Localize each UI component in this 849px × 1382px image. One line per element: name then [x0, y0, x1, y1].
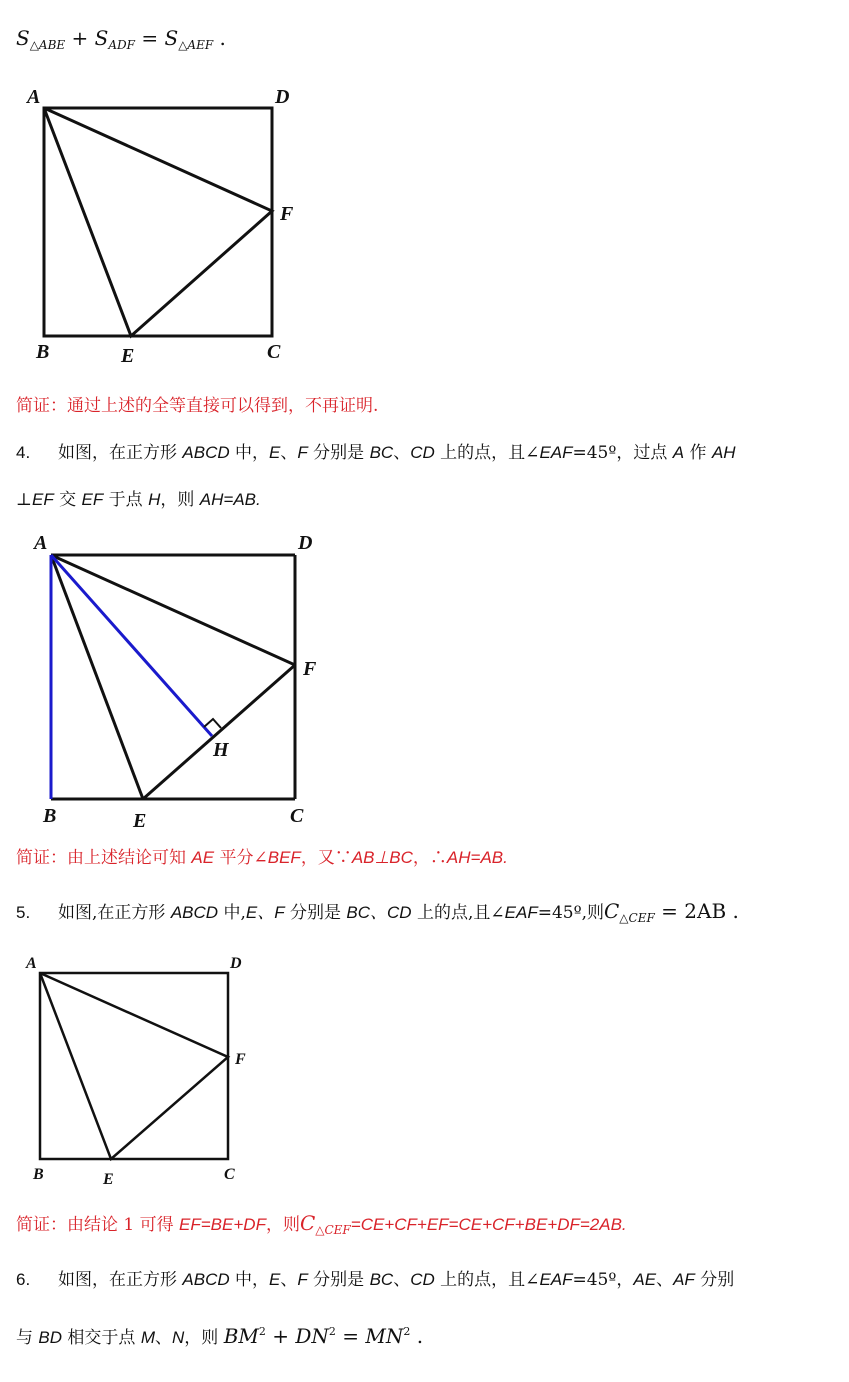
- label-E: E: [121, 345, 135, 367]
- text: .: [410, 1324, 424, 1348]
- text: BD: [38, 1328, 63, 1347]
- perimeter-formula: [604, 899, 739, 923]
- text: 上的点，且∠: [434, 443, 540, 463]
- formula-part: =: [135, 26, 165, 50]
- text: 、: [656, 1270, 674, 1290]
- formula-part: S: [94, 26, 109, 50]
- proof-5: [16, 1211, 627, 1242]
- text: △CEF: [315, 1223, 351, 1237]
- formula-sub: △AEF: [178, 38, 214, 52]
- text: 、: [280, 1270, 298, 1290]
- text: ，则: [160, 490, 200, 510]
- label-D: D: [298, 532, 313, 554]
- text: = 2AB .: [654, 899, 739, 923]
- text: 分别是: [284, 903, 347, 923]
- label-B: B: [33, 1166, 44, 1183]
- item-4-line-2: [16, 488, 261, 512]
- figure-3: [40, 973, 228, 1159]
- label-A: A: [27, 86, 41, 108]
- text: 于点: [103, 490, 149, 510]
- text: ，则: [184, 1328, 224, 1348]
- figure-2: [51, 555, 295, 799]
- text: EF: [81, 490, 104, 509]
- label-F: F: [303, 658, 317, 680]
- label-E: E: [103, 1171, 114, 1188]
- formula-part: S: [164, 26, 179, 50]
- text: ⊥: [16, 490, 32, 510]
- text: 作: [684, 443, 712, 463]
- proof-label: 简证：: [16, 1215, 67, 1235]
- perimeter-formula: [300, 1211, 351, 1235]
- squares-formula: [224, 1324, 423, 1348]
- text: 由结论 1 可得: [67, 1215, 180, 1235]
- text: EF: [32, 490, 54, 509]
- text: 上的点，且∠: [434, 1270, 540, 1290]
- formula-sub: △ABE: [29, 38, 66, 52]
- text: BC: [369, 1270, 394, 1289]
- text: EAF: [504, 903, 538, 922]
- formula-part: S: [16, 26, 30, 50]
- item-5-line-1: [16, 899, 739, 930]
- proof-label: 简证：: [16, 396, 67, 416]
- text: 、: [155, 1328, 173, 1348]
- text: 分别是: [307, 1270, 370, 1290]
- label-C: C: [290, 805, 304, 827]
- label-D: D: [230, 955, 242, 972]
- text: 分别: [694, 1270, 735, 1290]
- text: AB⊥BC: [351, 848, 413, 867]
- text: =CE+CF+EF=CE+CF+BE+DF=2AB.: [350, 1215, 627, 1234]
- text: BM: [223, 1324, 259, 1348]
- text: EF=BE+DF: [179, 1215, 266, 1234]
- text: E: [269, 443, 281, 462]
- text: E、F: [245, 903, 285, 922]
- text: AE: [191, 848, 215, 867]
- text: 如图，在正方形: [58, 1270, 183, 1290]
- text: 2: [403, 1325, 411, 1338]
- text: M: [140, 1328, 156, 1347]
- text: 如图,在正方形: [58, 903, 171, 923]
- item-4-line-1: [16, 441, 736, 465]
- proof-text: 通过上述的全等直接可以得到，不再证明.: [67, 396, 379, 416]
- label-C: C: [267, 341, 281, 363]
- text: BC、CD: [346, 903, 412, 922]
- text: BC: [369, 443, 394, 462]
- right-angle-mark: [204, 719, 221, 728]
- text: C: [603, 899, 620, 923]
- text: 、: [393, 443, 411, 463]
- text: ，∴: [412, 848, 447, 868]
- text: EAF: [539, 443, 573, 462]
- text: 平分∠: [214, 848, 268, 868]
- text: ABCD: [170, 903, 219, 922]
- proof-4: [16, 846, 508, 870]
- text: = MN: [335, 1324, 404, 1348]
- proof-label: 简证：: [16, 848, 67, 868]
- text: CD: [410, 1270, 435, 1289]
- formula-sub: ADF: [108, 38, 135, 52]
- text: 与: [16, 1328, 39, 1348]
- text: 相交于点: [62, 1328, 141, 1348]
- text: 中，: [229, 1270, 270, 1290]
- label-D: D: [275, 86, 290, 108]
- text: 由上述结论可知: [67, 848, 192, 868]
- text: AH=AB.: [446, 848, 508, 867]
- item-6-line-1: [16, 1268, 734, 1292]
- item-6-line-2: [16, 1320, 423, 1350]
- formula-part: +: [65, 26, 95, 50]
- label-B: B: [36, 341, 50, 363]
- text: + DN: [265, 1324, 329, 1348]
- text: ，又∵: [300, 848, 352, 868]
- text: C: [299, 1211, 316, 1235]
- label-C: C: [224, 1166, 235, 1183]
- text: N: [172, 1328, 185, 1347]
- text: 、: [280, 443, 298, 463]
- label-A: A: [34, 532, 48, 554]
- text: A: [672, 443, 685, 462]
- text: 、: [393, 1270, 411, 1290]
- proof-3: [16, 394, 378, 418]
- text: =45º,则: [537, 903, 604, 923]
- text: 分别是: [307, 443, 370, 463]
- label-F: F: [235, 1051, 246, 1068]
- text: AH=AB.: [199, 490, 261, 509]
- text: =45º，: [572, 1270, 634, 1290]
- text: BEF: [267, 848, 301, 867]
- text: H: [148, 490, 161, 509]
- text: EAF: [539, 1270, 573, 1289]
- item-number: 5.: [16, 903, 31, 922]
- text: 如图，在正方形: [58, 443, 183, 463]
- text: 上的点,且∠: [411, 903, 505, 923]
- text: AF: [673, 1270, 695, 1289]
- text: CD: [410, 443, 435, 462]
- text: F: [297, 1270, 308, 1289]
- formula-part: .: [213, 26, 226, 50]
- text: 交: [53, 490, 82, 510]
- text: 2: [328, 1325, 336, 1338]
- text: ABCD: [182, 443, 230, 462]
- label-E: E: [133, 810, 147, 832]
- text: AE: [633, 1270, 657, 1289]
- text: ABCD: [182, 1270, 230, 1289]
- item-number: 6.: [16, 1270, 31, 1289]
- text: 中,: [218, 903, 246, 923]
- label-A: A: [26, 955, 37, 972]
- text: =45º，过点: [572, 443, 673, 463]
- text: △CEF: [619, 911, 655, 925]
- label-H: H: [213, 739, 229, 761]
- text: 中，: [229, 443, 270, 463]
- text: AH: [711, 443, 736, 462]
- label-F: F: [280, 203, 294, 225]
- item-number: 4.: [16, 443, 31, 462]
- text: F: [297, 443, 308, 462]
- label-B: B: [43, 805, 57, 827]
- text: 2: [258, 1325, 266, 1338]
- text: ，则: [265, 1215, 300, 1235]
- text: E: [269, 1270, 281, 1289]
